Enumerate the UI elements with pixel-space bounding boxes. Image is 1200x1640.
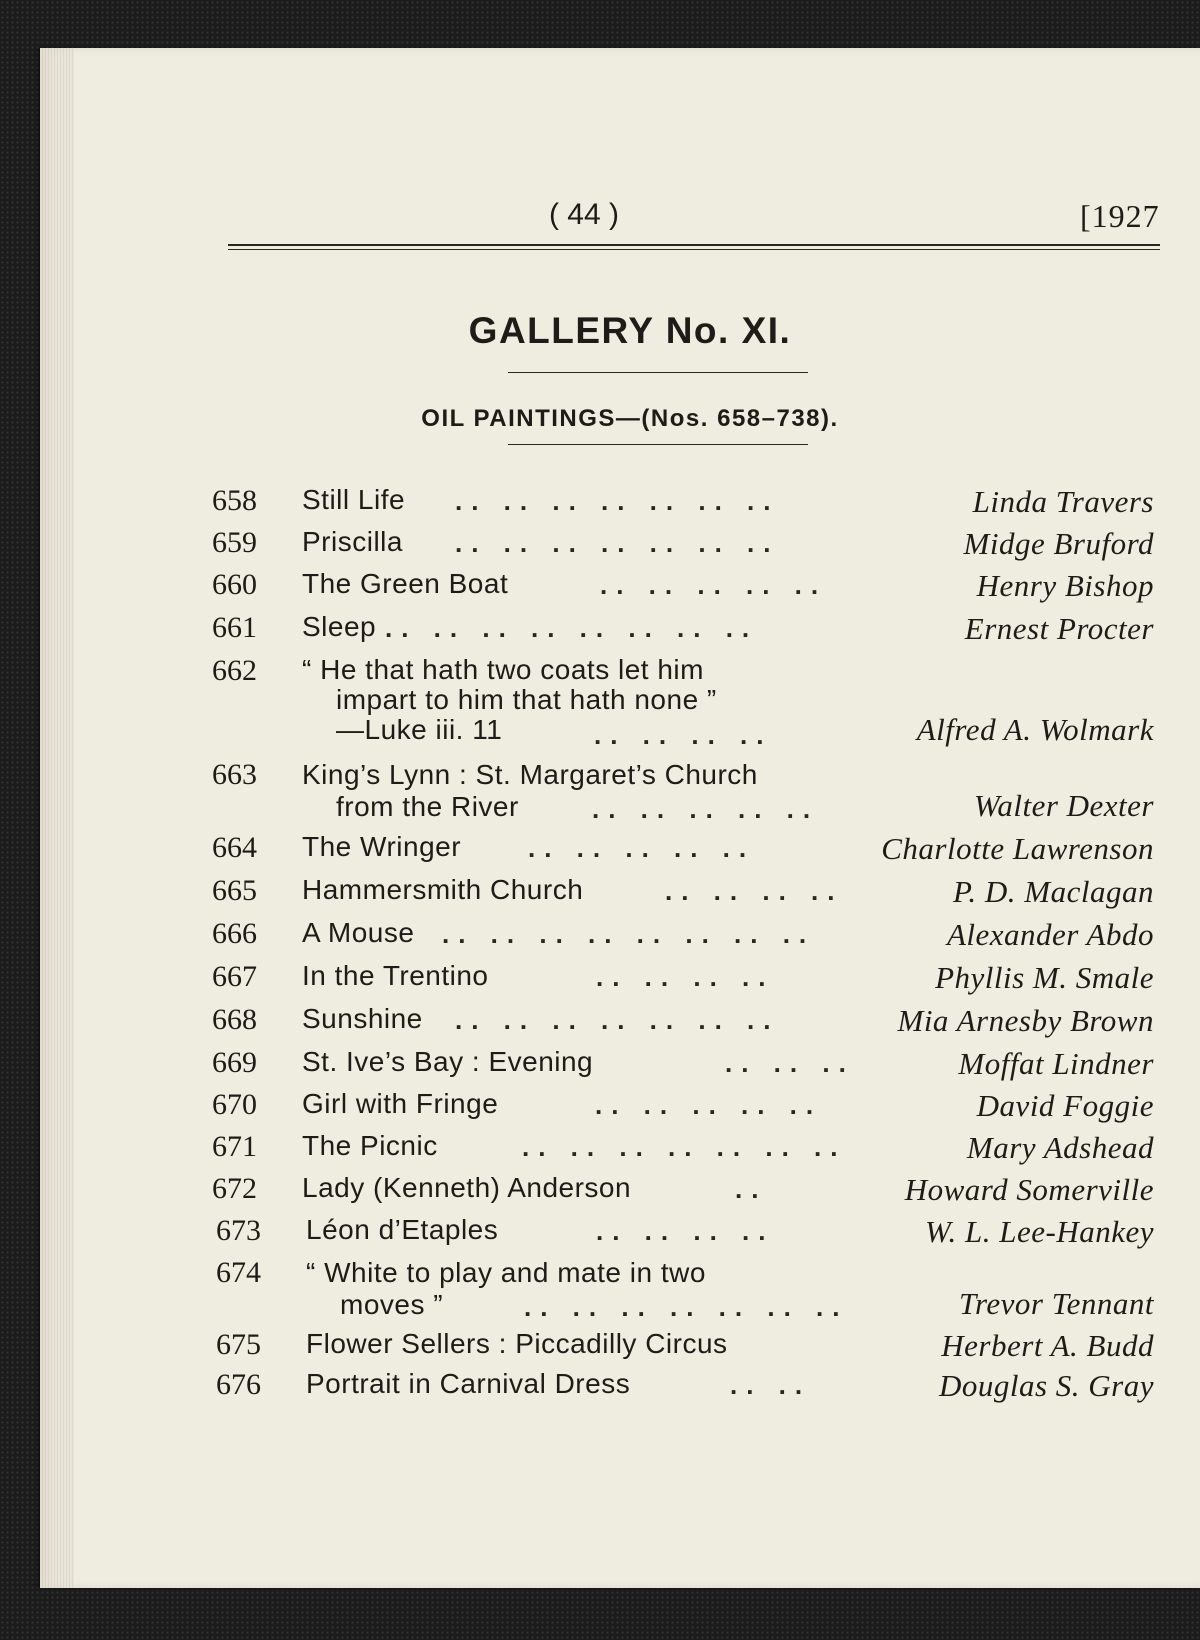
entry-artist: Walter Dexter bbox=[973, 788, 1154, 823]
entry-number: 662 bbox=[212, 654, 257, 687]
entry-title bbox=[302, 568, 508, 600]
entry-title bbox=[302, 484, 405, 516]
page-number: ( 44 ) bbox=[548, 198, 620, 231]
entry-number: 658 bbox=[212, 484, 257, 517]
entry-number: 660 bbox=[212, 568, 257, 601]
entry-title bbox=[302, 1088, 498, 1120]
catalogue-page bbox=[40, 48, 1200, 1588]
page-edges bbox=[40, 48, 74, 1588]
entry-number: 667 bbox=[212, 960, 257, 993]
entry-title bbox=[302, 611, 376, 643]
entry-artist: Moffat Lindner bbox=[958, 1046, 1154, 1081]
entry-title-line: A Mouse bbox=[302, 917, 415, 948]
entry-title-line: Portrait in Carnival Dress bbox=[306, 1368, 631, 1399]
entry-artist: Douglas S. Gray bbox=[938, 1368, 1154, 1403]
entry-artist: Midge Bruford bbox=[963, 526, 1154, 561]
entry-title-line: Sunshine bbox=[302, 1003, 423, 1034]
dot-leader: .. .. .. .. .. .. .. bbox=[455, 528, 780, 558]
dot-leader: .. .. .. bbox=[725, 1048, 855, 1078]
entry-title-line: from the River bbox=[336, 791, 519, 822]
entry-title-line: The Green Boat bbox=[302, 568, 509, 599]
entry-number: 668 bbox=[212, 1003, 257, 1036]
entry-artist: Herbert A. Budd bbox=[941, 1328, 1154, 1363]
dot-leader: .. .. .. .. bbox=[594, 720, 773, 750]
entry-title-line: “ White to play and mate in two bbox=[306, 1257, 706, 1288]
dot-leader: .. .. .. .. .. bbox=[592, 794, 820, 824]
painting-list bbox=[40, 48, 1200, 1588]
entry-number: 664 bbox=[212, 831, 257, 864]
entry-title-line: The Picnic bbox=[302, 1130, 438, 1161]
entry-title-line: Lady (Kenneth) Anderson bbox=[302, 1172, 632, 1203]
entry-title-line: “ He that hath two coats let him bbox=[302, 654, 704, 685]
entry-number: 665 bbox=[212, 874, 257, 907]
entry-artist: Howard Somerville bbox=[904, 1172, 1154, 1207]
entry-number: 663 bbox=[212, 758, 257, 791]
entry-artist: Linda Travers bbox=[972, 484, 1154, 519]
dot-leader: .. .. .. .. .. .. .. .. bbox=[385, 613, 759, 643]
entry-title-line: In the Trentino bbox=[302, 960, 489, 991]
dot-leader: .. bbox=[735, 1174, 768, 1204]
dot-leader: .. .. .. .. .. .. .. bbox=[455, 1005, 780, 1035]
entry-title bbox=[306, 1368, 630, 1400]
dot-leader: .. .. bbox=[730, 1370, 812, 1400]
entry-number: 675 bbox=[216, 1328, 261, 1361]
entry-number: 661 bbox=[212, 611, 257, 644]
dot-leader: .. .. .. .. .. .. .. bbox=[524, 1292, 849, 1322]
entry-title-line: Still Life bbox=[302, 484, 406, 515]
dot-leader: .. .. .. .. bbox=[596, 962, 775, 992]
entry-number: 666 bbox=[212, 917, 257, 950]
entry-number: 670 bbox=[212, 1088, 257, 1121]
entry-artist: David Foggie bbox=[976, 1088, 1154, 1123]
entry-title-line: impart to him that hath none ” bbox=[336, 684, 717, 715]
section-subtitle: OIL PAINTINGS—(Nos. 658–738). bbox=[421, 405, 839, 432]
entry-title bbox=[302, 1046, 593, 1078]
entry-artist: Trevor Tennant bbox=[958, 1286, 1154, 1321]
entry-title-line: Hammersmith Church bbox=[302, 874, 584, 905]
gallery-title: GALLERY No. XI. bbox=[468, 310, 792, 351]
entry-number: 671 bbox=[212, 1130, 257, 1163]
entry-title bbox=[306, 1214, 498, 1246]
entry-title-line: King’s Lynn : St. Margaret’s Church bbox=[302, 759, 758, 790]
dot-leader: .. .. .. .. .. .. .. bbox=[522, 1132, 847, 1162]
entry-title-line: Léon d’Etaples bbox=[306, 1214, 499, 1245]
entry-title-line: moves ” bbox=[340, 1289, 444, 1320]
entry-artist: Henry Bishop bbox=[976, 568, 1154, 603]
entry-number: 673 bbox=[216, 1214, 261, 1247]
dot-leader: .. .. .. .. bbox=[665, 876, 844, 906]
entry-title bbox=[302, 960, 489, 992]
entry-title bbox=[302, 526, 403, 558]
entry-title bbox=[302, 1130, 438, 1162]
entry-artist: W. L. Lee-Hankey bbox=[925, 1214, 1154, 1249]
entry-artist: Mia Arnesby Brown bbox=[897, 1003, 1154, 1038]
entry-title bbox=[302, 831, 461, 863]
entry-artist: Charlotte Lawrenson bbox=[881, 831, 1154, 866]
entry-number: 669 bbox=[212, 1046, 257, 1079]
entry-title bbox=[302, 1172, 631, 1204]
entry-artist: Mary Adshead bbox=[966, 1130, 1154, 1165]
entry-title-line: The Wringer bbox=[302, 831, 462, 862]
year-mark: [1927 bbox=[1080, 198, 1160, 234]
entry-title-line: Girl with Fringe bbox=[302, 1088, 499, 1119]
entry-number: 672 bbox=[212, 1172, 257, 1205]
entry-title bbox=[302, 874, 583, 906]
entry-number: 674 bbox=[216, 1256, 261, 1289]
entry-artist: P. D. Maclagan bbox=[952, 874, 1154, 909]
entry-artist: Ernest Procter bbox=[964, 611, 1154, 646]
entry-number: 659 bbox=[212, 526, 257, 559]
dot-leader: .. .. .. .. .. bbox=[600, 570, 828, 600]
dot-leader: .. .. .. .. bbox=[596, 1216, 775, 1246]
entry-title bbox=[306, 1328, 728, 1360]
entry-number: 676 bbox=[216, 1368, 261, 1401]
entry-title-line: Flower Sellers : Piccadilly Circus bbox=[306, 1328, 728, 1359]
entry-artist: Alexander Abdo bbox=[946, 917, 1154, 952]
entry-artist: Phyllis M. Smale bbox=[935, 960, 1154, 995]
entry-title-line: Sleep bbox=[302, 611, 377, 642]
entry-title bbox=[302, 917, 414, 949]
dot-leader: .. .. .. .. .. .. .. bbox=[455, 486, 780, 516]
entry-artist: Alfred A. Wolmark bbox=[916, 712, 1154, 747]
entry-title-line: Priscilla bbox=[302, 526, 403, 557]
dot-leader: .. .. .. .. .. bbox=[595, 1090, 823, 1120]
entry-title-line: —Luke iii. 11 bbox=[336, 714, 503, 745]
dot-leader: .. .. .. .. .. bbox=[528, 833, 756, 863]
dot-leader: .. .. .. .. .. .. .. .. bbox=[442, 919, 816, 949]
entry-title bbox=[302, 1003, 423, 1035]
entry-title-line: St. Ive’s Bay : Evening bbox=[302, 1046, 594, 1077]
